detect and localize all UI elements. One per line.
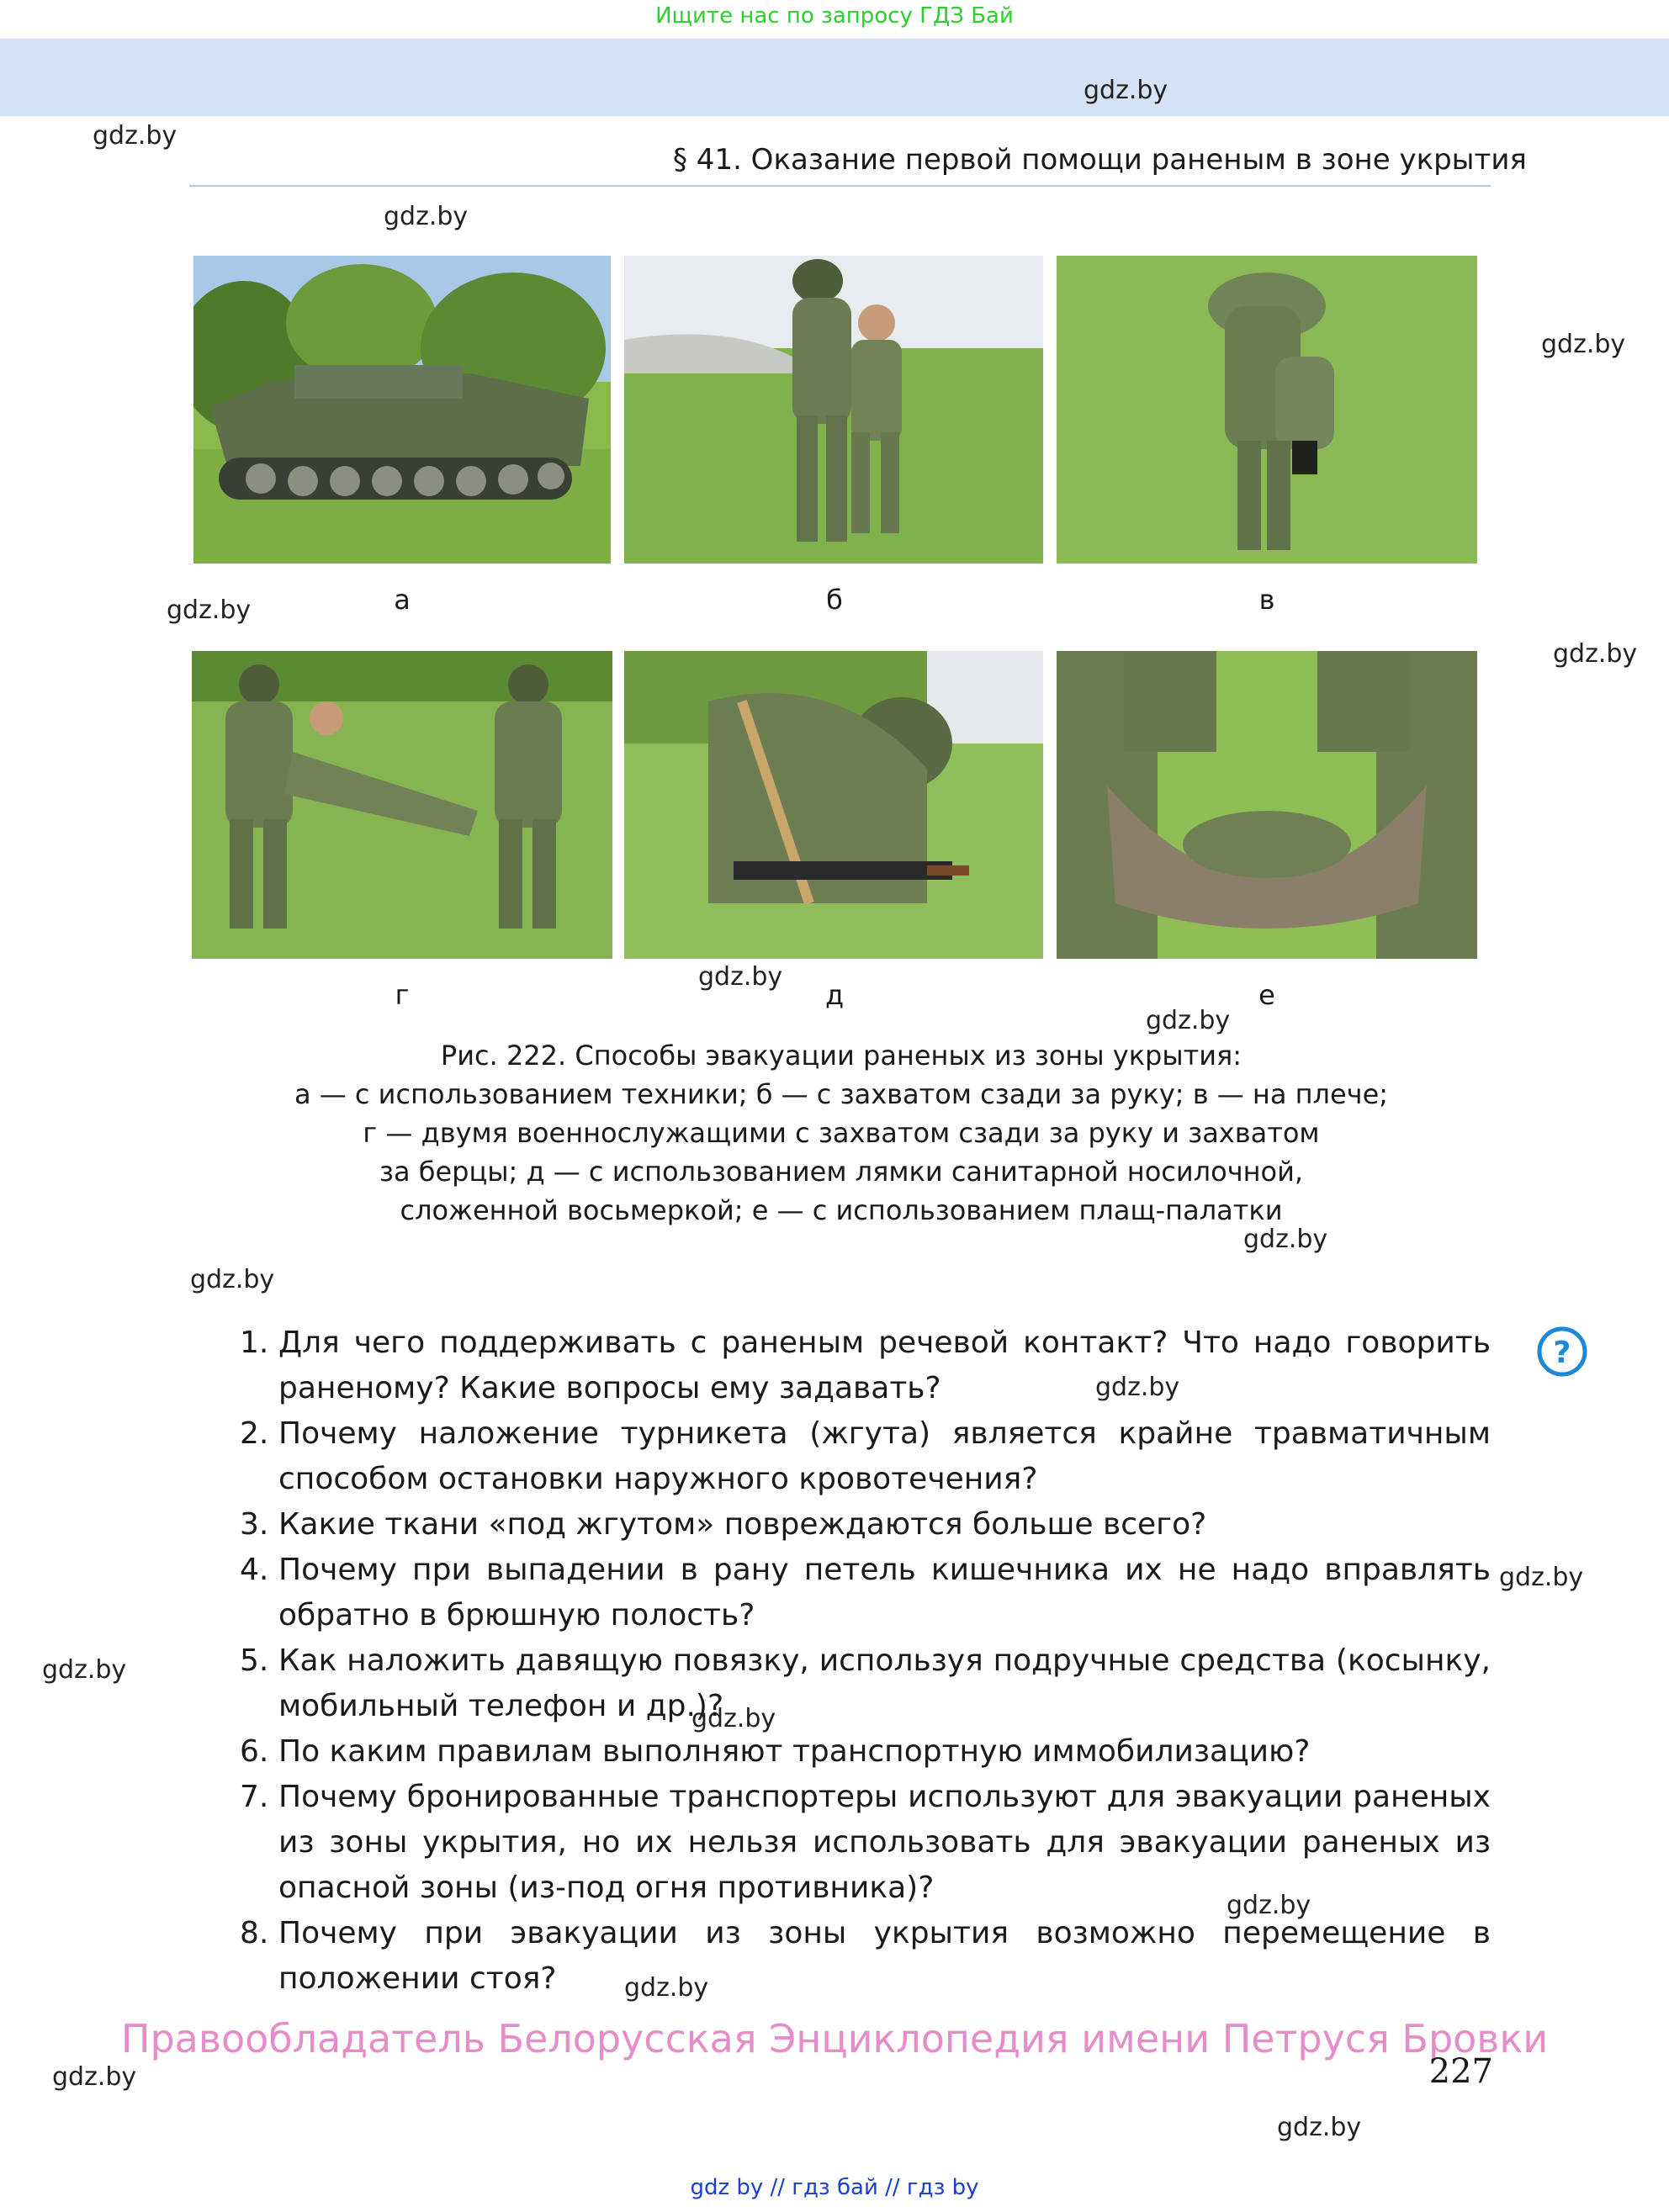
question-mark-icon	[1536, 1326, 1588, 1378]
watermark: gdz.by	[1243, 1225, 1328, 1254]
caption-line: за берцы; д — с использованием лямки санитарной носилочной,	[379, 1156, 1304, 1188]
bottom-links[interactable]: gdz by // гдз бай // гдз by	[690, 2175, 979, 2200]
question-text: Для чего поддерживать с раненым речевой контакт? Что надо говорить раненому? Какие вопросы ему задавать?	[278, 1326, 1491, 1405]
watermark: gdz.by	[1541, 330, 1626, 359]
photo-d-sanitary-strap	[624, 651, 1043, 959]
photo-letter: г	[395, 979, 410, 1011]
question-item	[240, 1411, 1491, 1502]
question-number: 1.	[240, 1326, 269, 1360]
header-band	[0, 39, 1669, 116]
page-number: 227	[1428, 2052, 1493, 2091]
caption-line: а — с использованием техники; б — с захватом сзади за руку; в — на плече;	[294, 1078, 1389, 1110]
watermark: gdz.by	[190, 1265, 275, 1294]
caption-line: сложенной восьмеркой; е — с использованием плащ-палатки	[400, 1194, 1283, 1226]
watermark: gdz.by	[1095, 1373, 1180, 1402]
svg-text:?: ?	[1553, 1336, 1571, 1370]
question-text: Какие ткани «под жгутом» повреждаются больше всего?	[278, 1507, 1207, 1542]
top-search-link[interactable]: Ищите нас по запросу ГДЗ Бай	[655, 3, 1014, 29]
watermark: gdz.by	[52, 2062, 137, 2092]
question-number: 8.	[240, 1916, 269, 1950]
photo-g-two-person-carry	[192, 651, 612, 959]
question-number: 5.	[240, 1643, 269, 1678]
section-title: § 41. Оказание первой помощи раненым в зоне укрытия	[673, 143, 1527, 177]
title-rule	[189, 185, 1491, 187]
question-item	[240, 1638, 1491, 1729]
question-item	[240, 1320, 1491, 1411]
caption-line: Рис. 222. Способы эвакуации раненых из зоны укрытия:	[440, 1040, 1242, 1072]
rights-holder: Правообладатель Белорусская Энциклопедия имени Петруся Бровки	[120, 2016, 1549, 2061]
watermark: gdz.by	[624, 1973, 709, 2003]
watermark: gdz.by	[42, 1655, 127, 1685]
watermark: gdz.by	[691, 1704, 776, 1733]
watermark: gdz.by	[1553, 639, 1638, 669]
question-item	[240, 1502, 1491, 1548]
question-text: Почему при выпадении в рану петель кишечника их не надо вправлять обратно в брюшную полость?	[278, 1553, 1491, 1633]
question-number: 2.	[240, 1416, 269, 1451]
review-questions	[240, 1320, 1491, 2002]
question-number: 3.	[240, 1507, 269, 1542]
watermark: gdz.by	[1277, 2113, 1362, 2142]
photo-letter: д	[824, 979, 845, 1011]
photo-b-rear-arm-grip	[624, 256, 1043, 564]
photo-e-raincoat-tent	[1057, 651, 1477, 959]
question-text: Как наложить давящую повязку, используя подручные средства (косынку, мобильный телефон и др.)?	[278, 1643, 1491, 1723]
watermark: gdz.by	[167, 595, 252, 625]
photo-letter: е	[1258, 979, 1275, 1011]
watermark: gdz.by	[1146, 1006, 1231, 1035]
question-number: 6.	[240, 1734, 269, 1769]
watermark: gdz.by	[1084, 76, 1168, 105]
question-item	[240, 1729, 1491, 1775]
photo-letter: а	[394, 584, 411, 616]
watermark: gdz.by	[698, 962, 783, 992]
question-text: Почему при эвакуации из зоны укрытия возможно перемещение в положении стоя?	[278, 1916, 1491, 1996]
question-item	[240, 1775, 1491, 1911]
photo-letter: в	[1258, 584, 1275, 616]
photo-letter: б	[826, 584, 843, 616]
watermark: gdz.by	[384, 202, 469, 231]
photo-a-armored-vehicle	[193, 256, 611, 564]
question-text: Почему бронированные транспортеры используют для эвакуации раненых из зоны укрытия, но их нельзя использовать для эвакуации раненых из опасной зоны (из-под огня противника)?	[278, 1780, 1491, 1905]
photo-v-shoulder-carry	[1057, 256, 1477, 564]
watermark: gdz.by	[1227, 1891, 1311, 1920]
watermark: gdz.by	[1499, 1563, 1584, 1592]
question-item	[240, 1548, 1491, 1638]
question-text: Почему наложение турникета (жгута) является крайне травматичным способом остановки наружного кровотечения?	[278, 1416, 1491, 1496]
question-number: 4.	[240, 1553, 269, 1587]
figure-caption	[252, 1036, 1430, 1230]
question-number: 7.	[240, 1780, 269, 1814]
question-item	[240, 1911, 1491, 2002]
caption-line: г — двумя военнослужащими с захватом сзади за руку и захватом	[363, 1117, 1320, 1149]
watermark: gdz.by	[93, 121, 177, 151]
question-text: По каким правилам выполняют транспортную иммобилизацию?	[278, 1734, 1311, 1769]
